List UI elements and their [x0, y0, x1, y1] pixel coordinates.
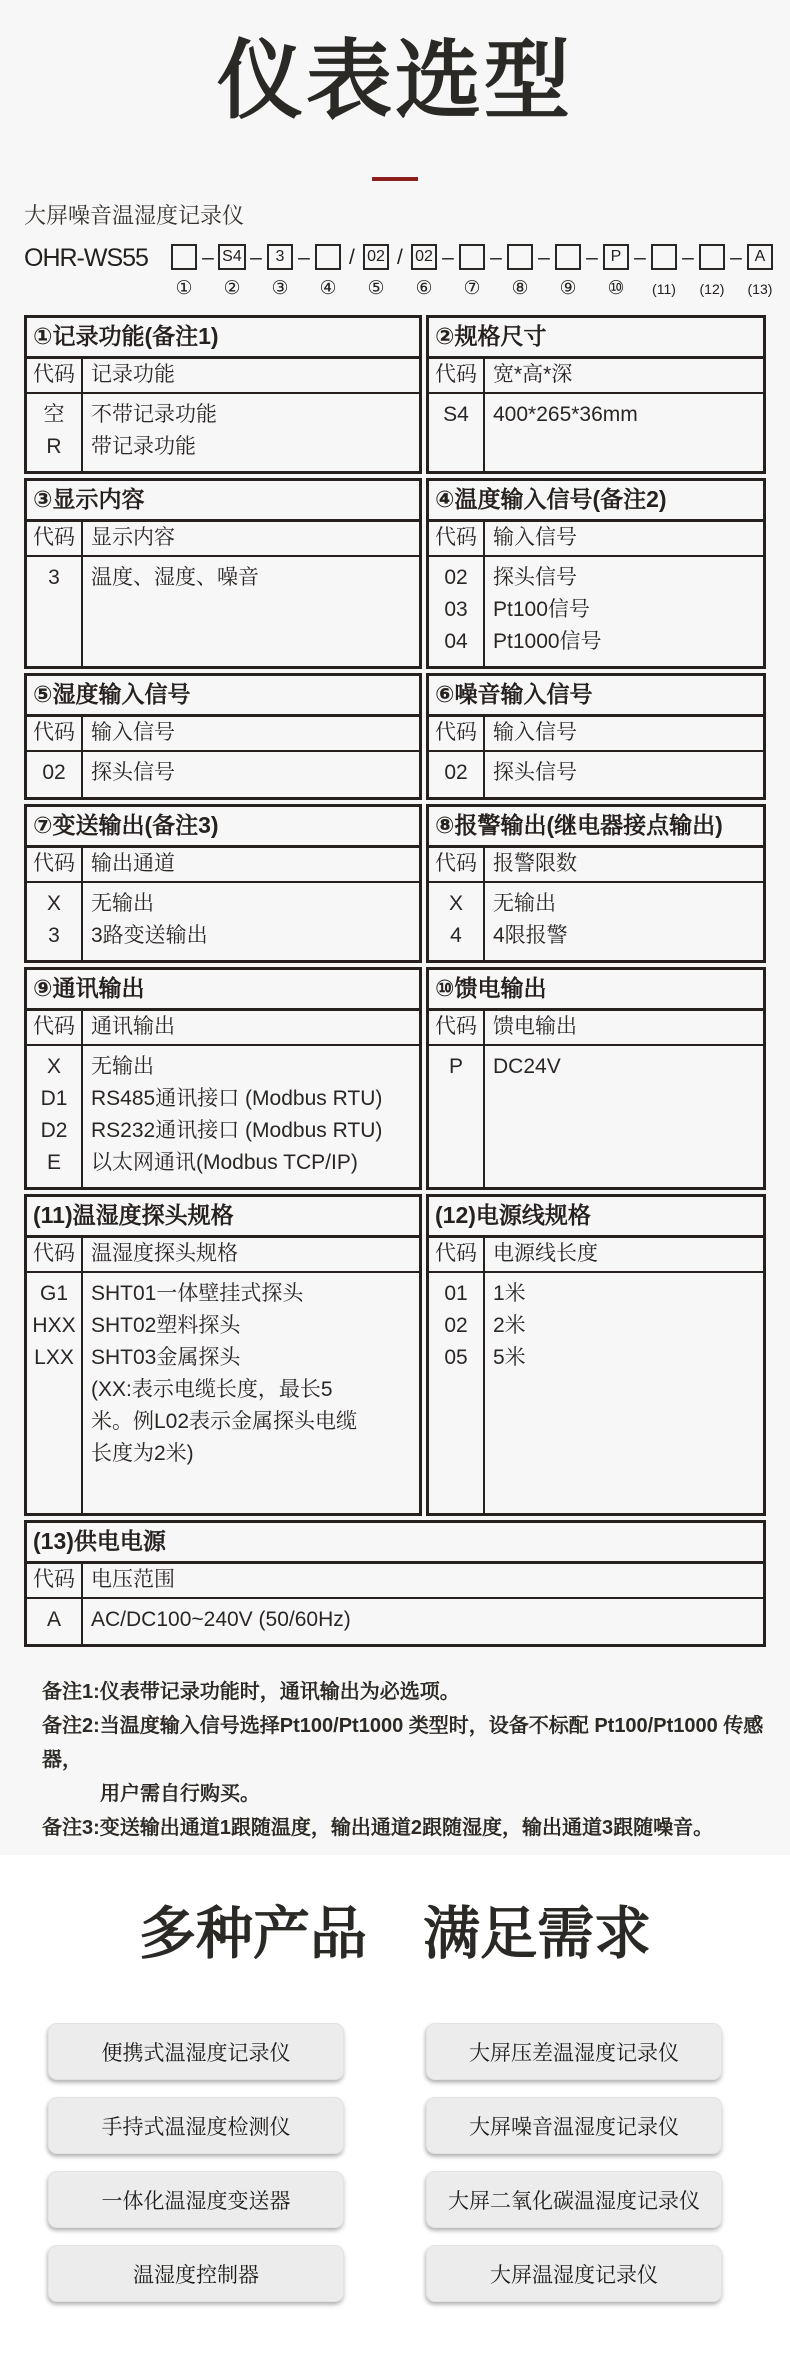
table-line: 3路变送输出: [91, 924, 208, 947]
code-header: 代码: [27, 1011, 83, 1044]
spec-table-humidity-input: [24, 673, 422, 800]
table-line: [27, 1374, 81, 1406]
value-header: 电源线长度: [493, 1242, 598, 1265]
value-header: 报警限数: [493, 852, 577, 875]
table-line: (XX:表示电缆长度，最长5: [91, 1378, 333, 1401]
model-segment-6: [390, 244, 438, 299]
value-header: 输入信号: [493, 526, 577, 549]
table-title: ①记录功能(备注1): [27, 318, 419, 359]
table-line: R: [46, 435, 62, 458]
code-box: 02: [363, 244, 389, 270]
code-header: 代码: [429, 1011, 485, 1044]
table-line: 02: [42, 761, 66, 784]
code-box: A: [747, 244, 773, 270]
table-line: 02: [444, 1314, 468, 1337]
table-line: 3: [48, 924, 60, 947]
table-line: 无输出: [493, 892, 556, 915]
separator: [150, 244, 170, 272]
segment-index: ⑤: [367, 278, 385, 299]
code-box: [315, 244, 341, 270]
table-line: D2: [40, 1119, 68, 1142]
spec-table-probe-spec: [24, 1194, 422, 1516]
model-code-diagram: [24, 244, 773, 299]
segment-index: ⑥: [415, 278, 433, 299]
desc-column: [83, 557, 419, 666]
spec-table-alarm-output: [426, 804, 766, 963]
code-header: 代码: [27, 1564, 83, 1597]
value-header: 记录功能: [91, 363, 175, 386]
value-header: 输入信号: [493, 721, 577, 744]
table-title: ⑧报警输出(继电器接点输出): [429, 807, 763, 848]
code-box: 02: [411, 244, 437, 270]
table-line: 3: [48, 566, 60, 589]
separator: –: [634, 246, 646, 269]
segment-index: ②: [223, 278, 241, 299]
segment-index: ③: [271, 278, 289, 299]
spec-table-size: [426, 315, 766, 474]
note-2: 备注2:当温度输入信号选择Pt100/Pt1000 类型时，设备不标配 Pt100/Pt1000 传感器，: [42, 1715, 764, 1771]
separator: –: [586, 246, 598, 269]
code-header: 代码: [27, 522, 83, 555]
table-line: G1: [39, 1282, 68, 1305]
table-line: 02: [444, 761, 468, 784]
table-line: X: [46, 1055, 61, 1078]
separator: –: [442, 246, 454, 269]
table-line: SHT01一体壁挂式探头: [91, 1282, 304, 1305]
segment-index: ⑨: [559, 278, 577, 299]
table-line: 无输出: [91, 892, 154, 915]
table-line: [27, 1406, 81, 1438]
notes: [42, 1675, 766, 1845]
note-3: 备注3:变送输出通道1跟随温度，输出通道2跟随湿度，输出通道3跟随噪音。: [42, 1817, 714, 1839]
table-line: 温度、湿度、噪音: [91, 566, 259, 589]
code-box: [699, 244, 725, 270]
spec-table-power-supply: [24, 1520, 766, 1647]
table-title: ⑦变送输出(备注3): [27, 807, 419, 848]
table-title: ⑤湿度输入信号: [27, 676, 419, 717]
table-line: RS485通讯接口 (Modbus RTU): [91, 1087, 383, 1110]
model-segment-12: [678, 244, 726, 299]
code-box: 3: [267, 244, 293, 270]
table-line: 探头信号: [91, 761, 175, 784]
code-header: 代码: [27, 848, 83, 881]
value-header: 宽*高*深: [493, 363, 573, 386]
spec-table-comm-output: [24, 967, 422, 1190]
desc-column: [83, 883, 419, 960]
table-line: 02: [444, 566, 468, 589]
segment-index: ⑩: [607, 278, 625, 299]
product-button-large-screen-recorder[interactable]: 大屏温湿度记录仪: [426, 2245, 722, 2302]
segment-index: (11): [652, 281, 676, 297]
heading-left: 多种产品: [139, 1902, 367, 1966]
table-line: 1米: [493, 1282, 526, 1305]
spec-table-recording: [24, 315, 422, 474]
desc-column: [83, 1599, 763, 1644]
table-line: 空: [43, 403, 65, 426]
table-line: 05: [444, 1346, 468, 1369]
segment-index: ④: [319, 278, 337, 299]
code-column: [429, 1046, 485, 1187]
code-header: 代码: [429, 717, 485, 750]
note-1: 备注1:仪表带记录功能时，通讯输出为必选项。: [42, 1681, 460, 1703]
desc-column: [83, 1046, 419, 1187]
heading-right: 满足需求: [423, 1902, 651, 1966]
model-segment-9: [534, 244, 582, 299]
separator: –: [298, 246, 310, 269]
table-line: 01: [444, 1282, 468, 1305]
code-header: 代码: [429, 359, 485, 392]
model-segment-4: [294, 244, 342, 299]
model-segment-2: [198, 244, 246, 299]
code-column: [27, 752, 83, 797]
block-2: [24, 478, 766, 669]
code-header: 代码: [429, 522, 485, 555]
code-column: [27, 1273, 83, 1513]
desc-column: [485, 557, 763, 666]
separator: /: [397, 246, 403, 269]
spec-table-temp-input: [426, 478, 766, 669]
table-line: P: [448, 1055, 463, 1078]
separator: –: [682, 246, 694, 269]
code-box: S4: [218, 244, 246, 270]
value-header: 显示内容: [91, 526, 175, 549]
code-header: 代码: [27, 717, 83, 750]
desc-column: [485, 394, 763, 471]
table-line: X: [448, 892, 463, 915]
code-column: [27, 1046, 83, 1187]
model-segment-10: [582, 244, 630, 299]
table-line: 04: [444, 630, 468, 653]
spec-table-display: [24, 478, 422, 669]
separator: /: [349, 246, 355, 269]
table-title: ⑥噪音输入信号: [429, 676, 763, 717]
model-segment-7: [438, 244, 486, 299]
block-5: [24, 967, 766, 1190]
table-line: 2米: [493, 1314, 526, 1337]
separator: –: [730, 246, 742, 269]
desc-column: [83, 752, 419, 797]
product-button-handheld-detector[interactable]: 手持式温湿度检测仪: [48, 2097, 344, 2154]
code-column: [27, 1599, 83, 1644]
table-line: LXX: [34, 1346, 74, 1369]
product-button-co2-recorder[interactable]: 大屏二氧化碳温湿度记录仪: [426, 2171, 722, 2228]
code-box: [651, 244, 677, 270]
separator: –: [250, 246, 262, 269]
table-title: ⑨通讯输出: [27, 970, 419, 1011]
code-header: 代码: [27, 1238, 83, 1271]
code-box: [459, 244, 485, 270]
value-header: 馈电输出: [493, 1015, 577, 1038]
value-header: 输出通道: [91, 852, 175, 875]
code-box: [555, 244, 581, 270]
segment-index: (13): [747, 281, 773, 297]
model-segment-3: [246, 244, 294, 299]
segment-index: ⑦: [463, 278, 481, 299]
desc-column: [485, 883, 763, 960]
table-line: 400*265*36mm: [493, 403, 638, 426]
code-column: [429, 394, 485, 471]
table-line: 带记录功能: [91, 435, 196, 458]
table-line: RS232通讯接口 (Modbus RTU): [91, 1119, 383, 1142]
model-segment-13: [726, 244, 774, 299]
table-line: 探头信号: [493, 761, 577, 784]
table-title: ④温度输入信号(备注2): [429, 481, 763, 522]
desc-column: [83, 394, 419, 471]
spec-table-feed-output: [426, 967, 766, 1190]
code-column: [429, 752, 485, 797]
model-segment-11: [630, 244, 678, 299]
table-line: 5米: [493, 1346, 526, 1369]
code-box: P: [603, 244, 629, 270]
products-heading: [0, 1903, 790, 1965]
block-1: [24, 315, 766, 474]
product-button-noise-recorder[interactable]: 大屏噪音温湿度记录仪: [426, 2097, 722, 2154]
table-title: ③显示内容: [27, 481, 419, 522]
model-segment-1: [150, 244, 198, 299]
table-title: (11)温湿度探头规格: [27, 1197, 419, 1238]
code-column: [27, 883, 83, 960]
table-line: [27, 1438, 81, 1470]
desc-column: [485, 752, 763, 797]
code-header: 代码: [27, 359, 83, 392]
product-button-grid: [0, 2023, 790, 2302]
code-box: [171, 244, 197, 270]
table-title: ②规格尺寸: [429, 318, 763, 359]
table-line: 4: [450, 924, 462, 947]
separator: –: [490, 246, 502, 269]
product-button-integrated-transmitter[interactable]: 一体化温湿度变送器: [48, 2171, 344, 2228]
code-column: [429, 883, 485, 960]
table-title: (13)供电电源: [27, 1523, 763, 1564]
code-column: [27, 557, 83, 666]
table-line: SHT02塑料探头: [91, 1314, 241, 1337]
table-line: Pt100信号: [493, 598, 590, 621]
code-header: 代码: [429, 1238, 485, 1271]
spec-table-power-cord: [426, 1194, 766, 1516]
desc-column: [485, 1273, 763, 1513]
product-subtitle: 大屏噪音温湿度记录仪: [24, 203, 245, 228]
spec-tables: [24, 315, 766, 1647]
page-title: 仪表选型: [217, 33, 573, 129]
table-line: A: [46, 1608, 61, 1631]
block-7: [24, 1520, 766, 1647]
table-line: 以太网通讯(Modbus TCP/IP): [91, 1151, 358, 1174]
value-header: 通讯输出: [91, 1015, 175, 1038]
desc-column: [83, 1273, 419, 1513]
table-line: 无输出: [91, 1055, 154, 1078]
code-column: [429, 1273, 485, 1513]
table-line: 03: [444, 598, 468, 621]
model-segment-5: [342, 244, 390, 299]
title-underline: [372, 177, 418, 181]
spec-table-transmit-output: [24, 804, 422, 963]
segment-index: (12): [699, 281, 725, 297]
block-6: [24, 1194, 766, 1516]
table-line: X: [46, 892, 61, 915]
code-header: 代码: [429, 848, 485, 881]
table-title: (12)电源线规格: [429, 1197, 763, 1238]
table-line: 米。例L02表示金属探头电缆: [91, 1410, 358, 1433]
value-header: 电压范围: [91, 1568, 175, 1591]
table-line: S4: [443, 403, 469, 426]
code-column: [429, 557, 485, 666]
model-prefix: OHR-WS55: [24, 244, 148, 272]
products-section: [0, 1855, 790, 2372]
segment-index: ⑧: [511, 278, 529, 299]
product-button-pressure-recorder[interactable]: 大屏压差温湿度记录仪: [426, 2023, 722, 2080]
table-line: Pt1000信号: [493, 630, 602, 653]
separator: –: [538, 246, 550, 269]
table-line: HXX: [32, 1314, 76, 1337]
table-line: DC24V: [493, 1055, 561, 1078]
spec-table-noise-input: [426, 673, 766, 800]
note-2-continued: 用户需自行购买。: [100, 1783, 260, 1805]
block-4: [24, 804, 766, 963]
model-segment-8: [486, 244, 534, 299]
table-line: 长度为2米): [91, 1442, 194, 1465]
table-line: 探头信号: [493, 566, 577, 589]
table-line: 不带记录功能: [91, 403, 217, 426]
product-button-controller[interactable]: 温湿度控制器: [48, 2245, 344, 2302]
separator: –: [202, 246, 214, 269]
table-line: E: [46, 1151, 61, 1174]
table-title: ⑩馈电输出: [429, 970, 763, 1011]
table-line: D1: [40, 1087, 68, 1110]
product-button-portable-recorder[interactable]: 便携式温湿度记录仪: [48, 2023, 344, 2080]
table-line: SHT03金属探头: [91, 1346, 241, 1369]
table-line: 4限报警: [493, 924, 568, 947]
value-header: 输入信号: [91, 721, 175, 744]
value-header: 温湿度探头规格: [91, 1242, 238, 1265]
desc-column: [485, 1046, 763, 1187]
table-line: AC/DC100~240V (50/60Hz): [91, 1608, 351, 1631]
segment-index: ①: [175, 278, 193, 299]
code-column: [27, 394, 83, 471]
code-box: [507, 244, 533, 270]
block-3: [24, 673, 766, 800]
